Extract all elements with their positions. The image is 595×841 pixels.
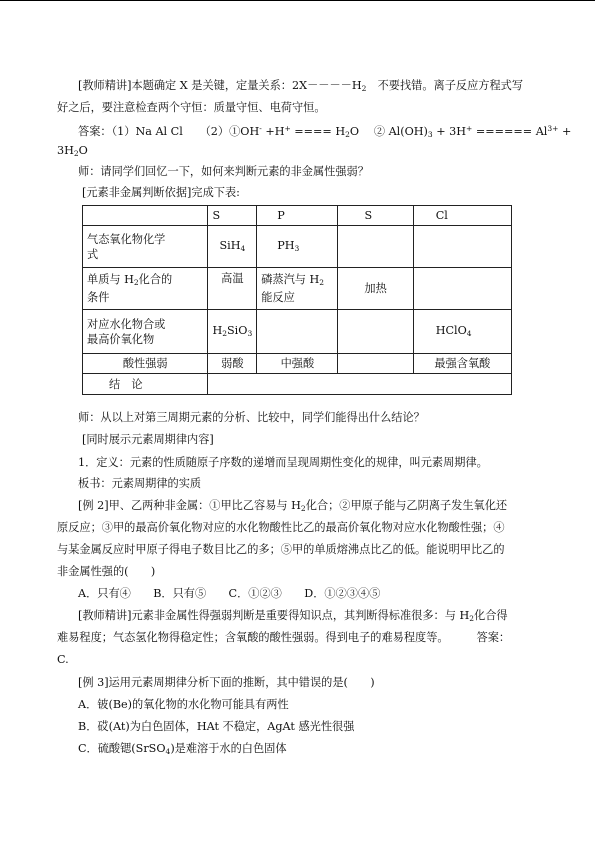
table-header-cell: Cl bbox=[413, 206, 511, 226]
table-header-row bbox=[83, 206, 512, 226]
table-cell: 弱酸 bbox=[208, 354, 257, 374]
table-row-label: 气态氧化物化学 式 bbox=[83, 226, 208, 268]
example-3-question: [例 3]运用元素周期律分析下面的推断，其中错误的是( ) bbox=[78, 676, 375, 689]
answer-line-1: 答案：（1）Na Al Cl （2）①OH- +H+ ==== $H_2O$ ② $Al(OH)_3 + 3H^+$ ====== $Al^{3+}$ + bbox=[78, 124, 572, 139]
table-cell bbox=[338, 354, 413, 374]
example-2-line-1: [例 2]甲、乙两种非金属：①甲比乙容易与 $H_2$化合；②甲原子能与乙阴离子发生氧化还 bbox=[78, 499, 508, 513]
page-top-border bbox=[0, 0, 595, 1]
table-row bbox=[83, 310, 512, 354]
table-cell: 加热 bbox=[338, 268, 413, 310]
table-cell bbox=[208, 374, 512, 395]
table-cell bbox=[257, 310, 338, 354]
answer-line-2: $3H_2O$ bbox=[57, 144, 88, 158]
board-note: 板书：元素周期律的实质 bbox=[78, 477, 202, 490]
table-header-cell: S bbox=[208, 206, 257, 226]
table-header-cell: S bbox=[338, 206, 413, 226]
table-cell: $PH_3$ bbox=[257, 226, 338, 268]
table-row bbox=[83, 354, 512, 374]
table-header-cell: P bbox=[257, 206, 338, 226]
table-row-label: 结 论 bbox=[83, 374, 208, 395]
table-cell: 中强酸 bbox=[257, 354, 338, 374]
definition: 1．定义：元素的性质随原子序数的递增而呈现周期性变化的规律，叫元素周期律。 bbox=[78, 456, 488, 469]
table-row-label: 单质与 $H_2$化合的 条件 bbox=[83, 268, 208, 310]
example-2-answer: C. bbox=[57, 653, 69, 666]
explanation-line-2: 好之后，要注意检查两个守恒：质量守恒、电荷守恒。 bbox=[57, 101, 326, 114]
table-row bbox=[83, 226, 512, 268]
table-cell: 最强含氧酸 bbox=[413, 354, 511, 374]
table-row-label: 对应水化物合或 最高价氧化物 bbox=[83, 310, 208, 354]
table-row-label: 酸性强弱 bbox=[83, 354, 208, 374]
table-row bbox=[83, 268, 512, 310]
example-2-explanation-line-1: [教师精讲]元素非金属性得强弱判断是重要得知识点，其判断得标准很多：与 $H_2$化合得 bbox=[78, 609, 508, 623]
example-3-option-c: C．硫酸锶(SrSO$_4$)是难溶于水的白色固体 bbox=[78, 742, 287, 756]
teacher-question-1: 师：请同学们回忆一下，如何来判断元素的非金属性强弱？ bbox=[78, 165, 369, 178]
example-3-option-a: A．铍(Be)的氧化物的水化物可能具有两性 bbox=[78, 698, 289, 711]
example-3-option-b: B．砹(At)为白色固体，HAt 不稳定，AgAt 感光性很强 bbox=[78, 720, 355, 733]
table-row bbox=[83, 374, 512, 395]
explanation-line-1: [教师精讲]本题确定 X 是关键，定量关系：$2X----H_2$ 不要找错。离子反应方程式写 bbox=[78, 79, 524, 93]
example-2-explanation-line-2: 难易程度；气态氢化物得稳定性；含氧酸的酸性强弱。得到电子的难易程度等。 答案： bbox=[57, 631, 511, 644]
table-intro: [元素非金属判断依据]完成下表: bbox=[82, 186, 240, 199]
example-2-line-2: 原反应；③甲的最高价氧化物对应的水化物酸性比乙的最高价氧化物对应水化物酸性强；④ bbox=[57, 521, 505, 534]
table-cell bbox=[338, 310, 413, 354]
table-cell: HClO$_4$ bbox=[413, 310, 511, 354]
table-cell: 高温 bbox=[208, 268, 257, 310]
show-content-note: [同时展示元素周期律内容] bbox=[82, 433, 214, 446]
table-cell bbox=[413, 268, 511, 310]
example-2-line-3: 与某金属反应时甲原子得电子数目比乙的多；⑤甲的单质熔沸点比乙的低。能说明甲比乙的 bbox=[57, 543, 505, 556]
table-header-cell bbox=[83, 206, 208, 226]
example-2-line-4: 非金属性强的( ) bbox=[57, 565, 156, 578]
table-cell: $H_2SiO_3$ bbox=[208, 310, 257, 354]
nonmetal-comparison-table bbox=[82, 205, 512, 395]
table-cell: 磷蒸汽与 $H_2$ 能反应 bbox=[257, 268, 338, 310]
table-cell: SiH$_4$ bbox=[208, 226, 257, 268]
example-2-options: A．只有④ B．只有⑤ C．①②③ D．①②③④⑤ bbox=[78, 587, 381, 600]
table-cell bbox=[413, 226, 511, 268]
table-cell bbox=[338, 226, 413, 268]
teacher-question-2: 师：从以上对第三周期元素的分析、比较中，同学们能得出什么结论？ bbox=[78, 411, 425, 424]
